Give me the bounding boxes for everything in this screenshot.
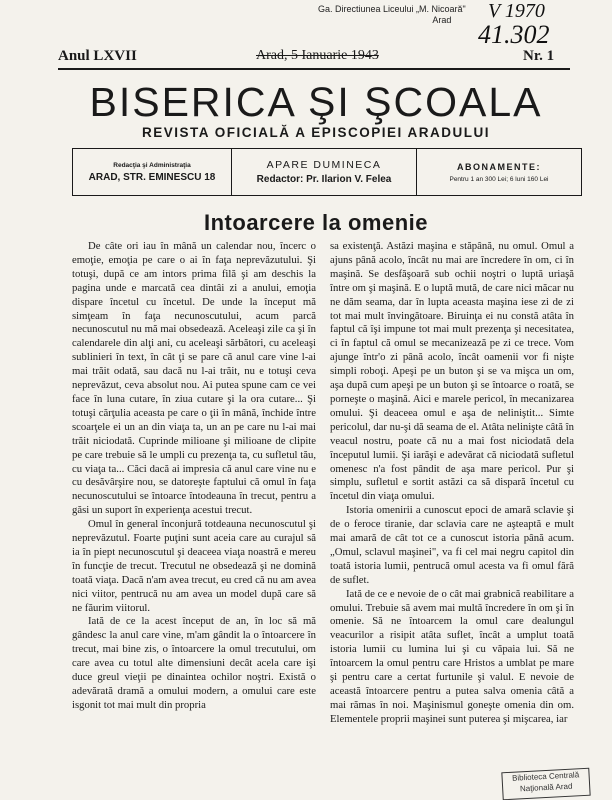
admin-label: Redacţia şi Administraţia: [113, 161, 191, 169]
paragraph: Iată de ce la acest început de an, în loc să mă gândesc la anul care vine, m'am gândit la o întoarcere în trecut, mai bine zis, o întoarcere la omul trecutului, om care avea cu totul alte dimensiuni decât acela care işi duce greul vieţii pe dinaintea ochilor noştri. Există o adevărată dramă a omului modern, a omului care este isgonit tot mai mult din propria: [72, 615, 316, 711]
subscription-label: ABONAMENTE:: [457, 161, 541, 172]
institution-stamp: [318, 4, 466, 26]
paragraph: De câte ori iau în mână un calendar nou, încerc o emoţie, emoţia pe care o ai în faţa neprevăzutului. Şi totuşi, după ce am intors prima filă şi am deschis la pagina unde e marcată cea dintâi zi a anului, emoţia dispare încetul cu încetul. De unde la început mă simţeam în faţa necunoscutului, acum parcă necunoscutul nu mă mai obsedează. Aceleaşi zile ca şi în calendarele din alţi ani, cu aceleaşi sărbători, cu aceleaşi sublinieri în text, în cât ţi se pare că anul care vine l-ai mai trăit odată, sau dacă nu l-ai trăit, nu e totuşi ceva neprevăzut, ceva absolut nou. Ai putea spune cam ce vei face în luna cutare, în ziua cutare şi la ora cutare... Şi totuşi cărţulia aceasta pe care o ţii în mână, închide între scoarţele ei un an din viaţa ta, un an pe care nu l-ai mai trăit niciodată. Cuprinde milioane şi milioane de clipite pe care trebuie să le umpli cu prezenţa ta, cu sufletul tău, cu viaţa ta... Căci dacă ai impresia că anul care vine nu e cu desăvârşire nou, se datoreşte faptului că omul în faţa necunoscutului se întoarce întodeauna în trecut, pentru a găsi un suport în experienţa acestui trecut.: [72, 240, 316, 517]
paragraph: Iată de ce e nevoie de o cât mai grabnică reabilitare a omului. Trebuie să avem mai multă încredere în om şi în omenie. Să ne întoarcem la omul care dealungul veacurilor a risipit atâta suflet, încât a umplut toată istoria lumii cu lumina lui şi cu văpaia lui. Să ne întoarcem la omul pentru care Hristos a umblat pe mare şi pentru care a certat furtunile şi valul. E nevoie de această întoarcere pentru a putea salva omenia câtă a mai rămas în noi. Maşinismul goneşte omenia din om. Elementele proprii maşinei sunt puterea şi mişcarea, iar: [330, 587, 574, 725]
stamp-line-1: Ga. Directiunea Liceului „M. Nicoară": [318, 4, 466, 14]
article-title: Intoarcere la omenie: [204, 210, 428, 235]
appears-sunday: APARE DUMINECA: [266, 159, 382, 171]
article-column-right: [330, 240, 574, 727]
address-column: [73, 149, 231, 195]
volume-year: Anul LXVII: [58, 48, 137, 64]
paragraph: Omul în general înconjură totdeauna necunoscutul şi neprevăzutul. Foarte puţini sunt aceia care au curajul să ia în piept necunoscutul şi deaceea viaţa noastră e mereu în funcţie de trecut. Trecutul ne obsedează şi ne domină toată viaţa. Dacă n'am avea trecut, eu cred că nu am avea nici viitor, pentrucă nu am avea un model după care să ne făurim viitorul.: [72, 518, 316, 614]
handwritten-note-2: 41.302: [478, 20, 550, 49]
paragraph: sa existenţă. Astăzi maşina e stăpână, nu omul. Omul a ajuns până acolo, încât nu mai are încredere în om, ci în maşină. Se desfăşoară sub ochii noştri o luptă uriaşă între om şi maşină. E o luptă mută, de care nici măcar nu ne dăm seama, dar în lupta aceasta maşina iese zi de zi tot mai mult învingătoare. Biruinţa ei nu constă atâta în faptul că îşi impune tot mai mult prezenţa şi necesitatea, ci în faptul că omul se mecanizează pe zi ce trece. Vom ajunge într'o zi până acolo, încât oamenii vor fi nişte simpli roboţi. Apeşi pe un buton şi se va mişca un om, aşa după cum apeşi pe un buton şi se întoarce o roată, se porneşte o maşină. Aici e marele pericol, în mecanizarea omului. Şi deaceea omul e aşa de neliniştit... Simte pericolul, dar nu-şi dă seama de el. Atâta nelinişte câtă în veacul nostru, poate că nu a mai fost niciodată dela începutul lumii. Şi iarăşi e adevărat că niciodată sufletul omenesc n'a fost pândit de aşa mare pericol. Pur şi simplu, sufletul e sortit astăzi ca să dispară încetul cu încetul din viaţa omului.: [330, 240, 574, 503]
address-text: ARAD, STR. EMINESCU 18: [88, 171, 216, 183]
place-date: Arad, 5 Ianuarie 1943: [256, 48, 379, 63]
publication-column: [231, 149, 416, 195]
subscription-prices: Pentru 1 an 300 Lei; 6 luni 160 Lei: [449, 175, 549, 183]
editor-text: Redactor: Pr. Ilarion V. Felea: [256, 174, 392, 185]
subscription-column: [416, 149, 581, 195]
header-rule: [58, 68, 570, 70]
stamp-line-2: Arad: [432, 15, 452, 25]
masthead-title: BISERICA ŞI ŞCOALA: [89, 79, 543, 125]
handwritten-note-1: V 1970: [488, 0, 545, 22]
library-stamp: [501, 768, 590, 800]
info-box: [72, 148, 582, 196]
paragraph: Istoria omenirii a cunoscut epoci de amară sclavie şi de o feroce tiranie, dar sclavia care ne aşteaptă e mult mai amară de cât tot ce a cunoscut istoria până acum. „Omul, sclavul maşinei", va fi cel mai negru capitol din toată istoria lumii, pentrucă omul acesta va fi omul fără de suflet.: [330, 504, 574, 586]
masthead-subtitle: REVISTA OFICIALĂ A EPISCOPIEI ARADULUI: [141, 125, 490, 140]
library-stamp-line-1: Biblioteca Centrală: [511, 770, 580, 783]
article-column-left: [72, 240, 316, 713]
issue-number: Nr. 1: [523, 48, 555, 64]
library-stamp-line-2: Naţională Arad: [519, 781, 573, 794]
